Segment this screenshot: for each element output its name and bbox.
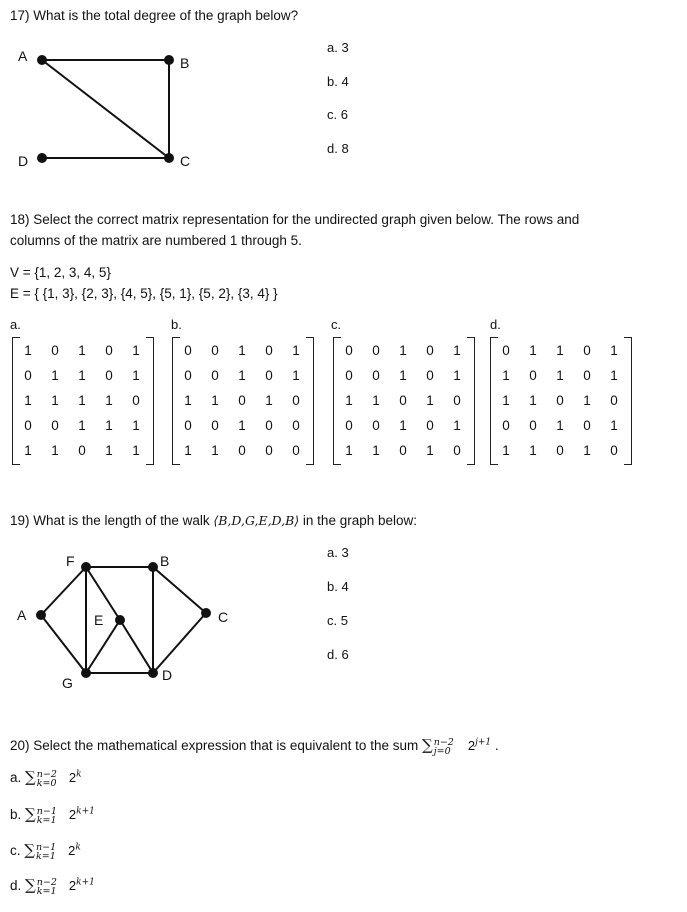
sigma-icon: ∑ — [25, 768, 36, 786]
sum-upper: n−2 — [36, 876, 57, 888]
matrix-cell: 1 — [556, 418, 564, 433]
matrix-cell: 0 — [105, 368, 113, 383]
matrix-cell: 0 — [24, 418, 32, 433]
matrix-cell: 0 — [556, 443, 564, 458]
matrix-cell: 0 — [238, 393, 246, 408]
matrix-cell: 0 — [426, 368, 434, 383]
edge-E-D — [120, 620, 153, 673]
node-E — [115, 615, 125, 625]
edge-C-D — [153, 613, 206, 673]
sum-base: 2 — [68, 843, 76, 858]
label-B: B — [180, 55, 190, 71]
label-A: A — [18, 48, 28, 64]
matrix-cell: 1 — [78, 393, 86, 408]
bracket-right — [146, 337, 154, 465]
q19-question — [10, 513, 417, 528]
sum-lower: k=1 — [36, 850, 56, 862]
matrix-cell: 1 — [556, 343, 564, 358]
matrix-cell: 1 — [399, 343, 407, 358]
q20-option-c[interactable] — [10, 841, 81, 861]
matrix-cell: 0 — [529, 418, 537, 433]
matrix-cell: 0 — [583, 418, 591, 433]
matrix-cell: 1 — [211, 393, 219, 408]
matrix-cell: 1 — [105, 393, 113, 408]
matrix-cell: 0 — [292, 443, 300, 458]
sigma-icon: ∑ — [25, 805, 36, 823]
matrix-cell: 0 — [184, 343, 192, 358]
edge-B-C — [153, 567, 206, 613]
matrix-cell: 0 — [265, 418, 273, 433]
sigma-icon: ∑ — [24, 841, 35, 859]
option-label: c. — [10, 843, 21, 858]
matrix-cell: 1 — [184, 443, 192, 458]
q19-walk: ⟨B,D,G,E,D,B⟩ — [213, 513, 300, 528]
matrix-cell: 1 — [529, 343, 537, 358]
q18-option-c-label[interactable]: c. — [331, 317, 342, 332]
matrix-cell: 1 — [105, 418, 113, 433]
node-D — [148, 668, 158, 678]
sum-base: 2 — [68, 807, 77, 822]
matrix-cell: 0 — [292, 393, 300, 408]
matrix-cell: 1 — [184, 393, 192, 408]
label-A: A — [17, 607, 27, 623]
q18-edge-set: E = { {1, 3}, {2, 3}, {4, 5}, {5, 1}, {5, 2}, {3, 4} } — [10, 286, 278, 301]
q19-question-prefix: 19) What is the length of the walk — [10, 513, 214, 528]
sigma-icon: ∑ — [25, 876, 36, 894]
matrix-cell: 0 — [556, 393, 564, 408]
matrix-cell: 1 — [345, 443, 353, 458]
edge-F-A — [41, 567, 86, 615]
matrix-cell: 0 — [51, 418, 59, 433]
matrix-cell: 0 — [345, 368, 353, 383]
q18-matrix-d[interactable] — [490, 337, 632, 467]
matrix-cell: 1 — [24, 443, 32, 458]
matrix-cell: 1 — [502, 368, 510, 383]
matrix-cell: 1 — [529, 443, 537, 458]
matrix-cell: 0 — [426, 418, 434, 433]
matrix-cell: 0 — [372, 368, 380, 383]
bracket-left — [333, 337, 341, 465]
matrix-cell: 1 — [610, 418, 618, 433]
q18-matrix-c[interactable] — [333, 337, 475, 467]
sum-lower: k=1 — [36, 885, 57, 897]
matrix-cell: 0 — [426, 343, 434, 358]
q17-option-d[interactable]: d. 8 — [327, 141, 349, 156]
matrix-cell: 1 — [238, 343, 246, 358]
q20-period: . — [494, 738, 499, 753]
matrix-cell: 1 — [265, 393, 273, 408]
option-sum — [25, 876, 95, 897]
q17-question: 17) What is the total degree of the graph below? — [10, 8, 299, 23]
matrix-cell: 1 — [78, 343, 86, 358]
option-sum — [25, 768, 82, 789]
matrix-cell: 1 — [238, 368, 246, 383]
matrix-cell: 1 — [78, 418, 86, 433]
option-label: b. — [10, 807, 22, 822]
matrix-cell: 0 — [211, 418, 219, 433]
matrix-cell: 1 — [453, 368, 461, 383]
matrix-cell: 1 — [345, 393, 353, 408]
matrix-cell: 1 — [24, 343, 32, 358]
sum-lower: j=0 — [433, 745, 451, 757]
bracket-left — [490, 337, 498, 465]
matrix-cell: 1 — [292, 368, 300, 383]
q19-option-c[interactable]: c. 5 — [327, 613, 348, 628]
sum-lower: k=1 — [36, 814, 57, 826]
matrix-cell: 1 — [502, 443, 510, 458]
node-A — [37, 55, 47, 65]
matrix-cell: 1 — [610, 343, 618, 358]
q19-option-a[interactable]: a. 3 — [327, 545, 349, 560]
matrix-cell: 0 — [610, 443, 618, 458]
label-F: F — [66, 553, 75, 569]
matrix-cell: 0 — [583, 368, 591, 383]
q17-option-c[interactable]: c. 6 — [327, 107, 348, 122]
matrix-cell: 0 — [502, 418, 510, 433]
label-B: B — [160, 553, 170, 569]
matrix-cell: 0 — [529, 368, 537, 383]
matrix-cell: 1 — [51, 393, 59, 408]
label-C: C — [180, 153, 191, 169]
q18-option-d-label[interactable]: d. — [490, 317, 501, 332]
sum-exp: k+1 — [76, 806, 95, 817]
matrix-cell: 1 — [502, 393, 510, 408]
matrix-cell: 0 — [292, 418, 300, 433]
q18-option-a-label[interactable]: a. — [10, 317, 21, 332]
matrix-cell: 0 — [265, 343, 273, 358]
node-G — [81, 668, 91, 678]
bracket-left — [172, 337, 180, 465]
matrix-cell: 1 — [78, 368, 86, 383]
matrix-cell: 1 — [453, 418, 461, 433]
matrix-cell: 0 — [399, 443, 407, 458]
bracket-right — [306, 337, 314, 465]
option-label: d. — [10, 878, 22, 893]
q19-question-suffix: in the graph below: — [299, 513, 418, 528]
matrix-cell: 1 — [583, 393, 591, 408]
matrix-cell: 0 — [399, 393, 407, 408]
sum-lower: k=0 — [36, 777, 57, 789]
q19-option-b[interactable]: b. 4 — [327, 579, 349, 594]
sum-exp: k — [75, 842, 81, 853]
matrix-cell: 0 — [372, 418, 380, 433]
label-G: G — [62, 675, 73, 691]
matrix-cell: 0 — [105, 343, 113, 358]
node-F — [81, 562, 91, 572]
matrix-cell: 0 — [453, 393, 461, 408]
sum-upper: n−2 — [433, 736, 454, 748]
sum-base: 2 — [467, 738, 476, 753]
q19-option-d[interactable]: d. 6 — [327, 647, 349, 662]
matrix-cell: 1 — [556, 368, 564, 383]
matrix-cell: 1 — [132, 343, 140, 358]
node-B — [148, 562, 158, 572]
bracket-left — [12, 337, 20, 465]
sum-exp: k+1 — [76, 877, 95, 888]
node-C — [201, 608, 211, 618]
matrix-cell: 0 — [372, 343, 380, 358]
bracket-right — [467, 337, 475, 465]
matrix-cell: 1 — [372, 393, 380, 408]
matrix-cell: 1 — [426, 443, 434, 458]
node-C — [164, 153, 174, 163]
matrix-cell: 0 — [24, 368, 32, 383]
q20-sum — [421, 736, 492, 757]
matrix-cell: 1 — [132, 443, 140, 458]
matrix-cell: 1 — [372, 443, 380, 458]
edge-A-G — [41, 615, 86, 673]
matrix-cell: 0 — [184, 368, 192, 383]
sum-upper: n−1 — [36, 841, 57, 853]
label-D: D — [18, 153, 29, 169]
matrix-cell: 0 — [265, 368, 273, 383]
sum-upper: n−2 — [36, 768, 57, 780]
q20-option-a[interactable] — [10, 768, 82, 788]
matrix-cell: 0 — [238, 443, 246, 458]
matrix-cell: 1 — [238, 418, 246, 433]
matrix-cell: 0 — [610, 393, 618, 408]
node-A — [36, 610, 46, 620]
matrix-cell: 0 — [78, 443, 86, 458]
q17-option-a[interactable]: a. 3 — [327, 40, 349, 55]
matrix-cell: 1 — [399, 418, 407, 433]
matrix-cell: 1 — [583, 443, 591, 458]
option-label: a. — [10, 770, 22, 785]
q18-matrix-a[interactable] — [12, 337, 154, 467]
matrix-cell: 1 — [51, 443, 59, 458]
node-B — [164, 55, 174, 65]
node-D — [37, 153, 47, 163]
q18-question-line2: columns of the matrix are numbered 1 through 5. — [10, 233, 302, 248]
matrix-cell: 0 — [453, 443, 461, 458]
matrix-cell: 1 — [453, 343, 461, 358]
matrix-cell: 0 — [184, 418, 192, 433]
sum-base: 2 — [68, 878, 77, 893]
label-C: C — [218, 609, 229, 625]
q18-vertex-set: V = {1, 2, 3, 4, 5} — [10, 265, 111, 280]
matrix-cell: 1 — [610, 368, 618, 383]
q18-question-line1: 18) Select the correct matrix representation for the undirected graph given below. The rows and — [10, 212, 580, 227]
sum-base: 2 — [68, 770, 77, 785]
q18-matrix-b[interactable] — [172, 337, 314, 467]
q20-question-text: 20) Select the mathematical expression that is equivalent to the sum — [10, 738, 419, 753]
sum-exp: k — [76, 769, 82, 780]
matrix-cell: 1 — [105, 443, 113, 458]
option-sum — [25, 805, 95, 826]
matrix-cell: 1 — [211, 443, 219, 458]
sum-exp: j+1 — [475, 737, 492, 748]
bracket-right — [624, 337, 632, 465]
matrix-cell: 1 — [399, 368, 407, 383]
matrix-cell: 0 — [583, 343, 591, 358]
option-sum — [24, 841, 81, 862]
matrix-cell: 0 — [345, 343, 353, 358]
matrix-cell: 1 — [132, 418, 140, 433]
label-D: D — [162, 667, 173, 683]
matrix-cell: 0 — [51, 343, 59, 358]
matrix-cell: 0 — [502, 343, 510, 358]
q17-option-b[interactable]: b. 4 — [327, 74, 349, 89]
edge-A-C — [42, 60, 169, 158]
matrix-cell: 0 — [265, 443, 273, 458]
matrix-cell: 0 — [345, 418, 353, 433]
matrix-cell: 1 — [529, 393, 537, 408]
matrix-cell: 1 — [24, 393, 32, 408]
q18-option-b-label[interactable]: b. — [171, 317, 182, 332]
matrix-cell: 1 — [426, 393, 434, 408]
q20-question — [10, 736, 499, 756]
matrix-cell: 0 — [211, 343, 219, 358]
matrix-cell: 0 — [132, 393, 140, 408]
matrix-cell: 1 — [132, 368, 140, 383]
q20-option-b[interactable] — [10, 805, 95, 825]
sum-upper: n−1 — [36, 805, 57, 817]
matrix-cell: 0 — [211, 368, 219, 383]
label-E: E — [94, 612, 104, 628]
q20-option-d[interactable] — [10, 876, 95, 896]
matrix-cell: 1 — [51, 368, 59, 383]
matrix-cell: 1 — [292, 343, 300, 358]
sigma-icon: ∑ — [421, 736, 433, 754]
